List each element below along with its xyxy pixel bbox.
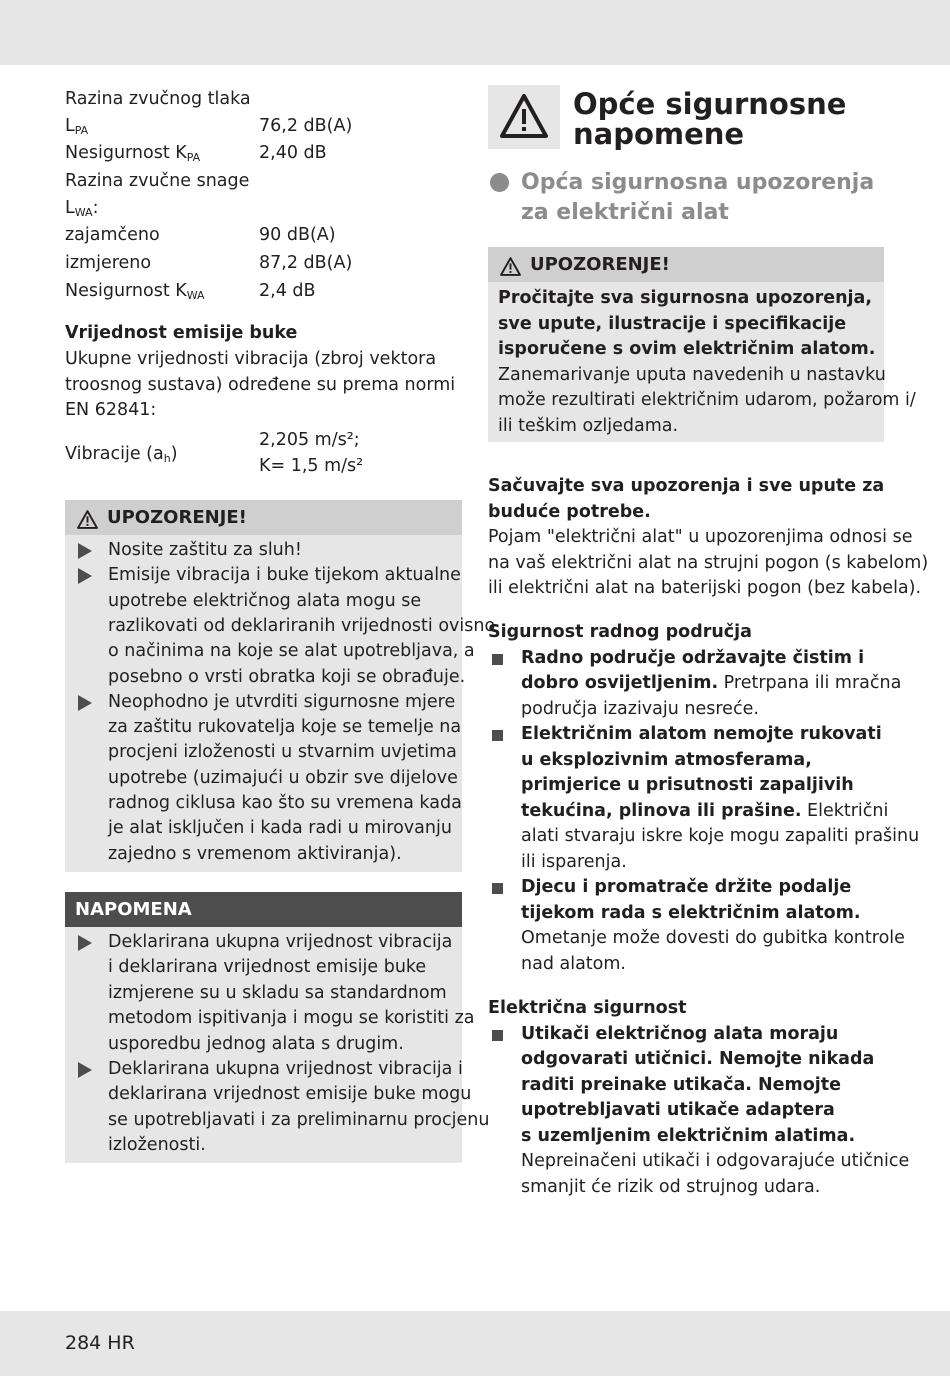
warning-item-line: zajedno s vremenom aktiviranja).: [108, 843, 402, 864]
footer-band: [0, 1311, 950, 1376]
vibration-text-line: EN 62841:: [65, 400, 157, 420]
spec-value: 2,4 dB: [259, 281, 316, 301]
item-line: [521, 646, 864, 671]
warning-item-line: procjeni izloženosti u stvarnim uvjetima: [108, 742, 457, 763]
item-bold-text: Električnim alatom nemojte rukovati: [521, 724, 882, 744]
warning-bold-line: Pročitajte sva sigurnosna upozorenja,: [498, 288, 872, 308]
note-box-header: NAPOMENA: [65, 892, 462, 927]
spec-label-text: L: [65, 116, 75, 136]
note-item-line: deklarirana vrijednost emisije buke mogu: [108, 1084, 472, 1105]
spec-value: 2,40 dB: [259, 143, 327, 163]
work_area-heading: Sigurnost radnog područja: [488, 622, 752, 642]
item-text-line: alati stvaraju iskre koje mogu zapaliti prašinu: [521, 826, 920, 846]
spec-label: [65, 87, 251, 112]
spec-label-text: Razina zvučnog tlaka: [65, 89, 251, 109]
spec-label-text: zajamčeno: [65, 225, 160, 245]
vibration-text-line: troosnog sustava) određene su prema normi: [65, 374, 456, 395]
item-line: [521, 1073, 841, 1098]
warning-item-line: za zaštitu rukovatelja koje se temelje na: [108, 717, 462, 738]
spec-label-text: Nesigurnost K: [65, 281, 187, 301]
warning-item-line: radnog ciklusa kao što su vremena kada: [108, 793, 462, 813]
warning-title: UPOZORENJE!: [530, 254, 670, 275]
warning-bold-line: isporučene s ovim električnim alatom.: [498, 339, 876, 359]
spec-label: [65, 279, 205, 308]
vibration-value: 2,205 m/s²;: [259, 430, 360, 450]
warning-text-line: Zanemarivanje uputa navedenih u nastavku: [498, 364, 886, 385]
spec-subscript: PA: [186, 151, 201, 164]
item-bold-text: upotrebljavati utikače adaptera: [521, 1100, 835, 1120]
item-line: [521, 799, 888, 824]
item-line: [521, 773, 854, 798]
note-item-line: se upotrebljavati i za preliminarnu procjenu: [108, 1109, 490, 1130]
spec-value: 76,2 dB(A): [259, 116, 353, 136]
spec-subscript: WA: [74, 206, 93, 219]
page-number: 284 HR: [65, 1332, 135, 1354]
spec-label-text: izmjereno: [65, 253, 152, 273]
note-item-line: Deklarirana ukupna vrijednost vibracija i: [108, 1059, 463, 1079]
keep-text-line: na vaš električni alat na strujni pogon (s kabelom): [488, 552, 929, 573]
spec-value: 90 dB(A): [259, 225, 336, 245]
warning-item-line: Nosite zaštitu za sluh!: [108, 540, 302, 560]
item-bold-text: tekućina, plinova ili prašine.: [521, 800, 802, 821]
warning-text-line: može rezultirati električnim udarom, požarom i/: [498, 390, 916, 410]
item-line: [521, 1047, 874, 1072]
item-bold-text: Djecu i promatrače držite podalje: [521, 877, 852, 897]
warning-box: [65, 500, 496, 872]
item-text-line: smanjit će rizik od strujnog udara.: [521, 1176, 821, 1197]
bullet-square-icon: [492, 654, 503, 665]
bullet-arrow-icon: [78, 935, 92, 951]
vibration-heading: Vrijednost emisije buke: [65, 323, 298, 343]
note-item-line: i deklarirana vrijednost emisije buke: [108, 957, 427, 978]
section-subtitle: Općа sigurnosna upozorenja za električni alat: [521, 170, 875, 225]
item-line: [521, 748, 812, 773]
item-bold-text: Utikači električnog alata moraju: [521, 1023, 839, 1044]
keep-text-line: ili električni alat na baterijski pogon (bez kabela).: [488, 578, 922, 598]
item-bold-text: tijekom rada s električnim alatom.: [521, 902, 861, 923]
spec-label-text: Nesigurnost K: [65, 143, 187, 163]
spec-label: [65, 196, 98, 225]
note-item-line: usporedbu jednog alata s drugim.: [108, 1033, 404, 1054]
vibration-value: K= 1,5 m/s²: [259, 456, 364, 476]
warning-item-line: je alat isključen i kada radi u mirovanju: [108, 818, 452, 839]
item-text-line: Nepreinačeni utikači i odgovarajuće utičnice: [521, 1151, 910, 1171]
note-item-line: izloženosti.: [108, 1135, 206, 1156]
warning-triangle-icon: [77, 507, 98, 542]
keep-text-line: Pojam "električni alat" u upozorenjima odnosi se: [488, 527, 913, 547]
warning-icon: [488, 85, 560, 149]
bullet-square-icon: [492, 1030, 503, 1041]
spec-label: [65, 169, 249, 194]
spec-subscript: WA: [186, 289, 205, 302]
spec-label-text: Razina zvučne snage: [65, 171, 250, 191]
spec-label: [65, 141, 200, 170]
item-tail-text: Pretrpana ili mračna: [718, 673, 902, 693]
warning-item-line: upotrebe (uzimajući u obzir sve dijelove: [108, 767, 458, 788]
section-title: Opće sigurnosne napomene: [573, 87, 847, 151]
warning-item-line: razlikovati od deklariranih vrijednosti ovisno: [108, 615, 496, 636]
note-item-line: metodom ispitivanja i mogu se koristiti za: [108, 1008, 475, 1029]
item-text-line: ili isparenja.: [521, 851, 627, 872]
note-box: [65, 892, 490, 1163]
warning-item-line: upotrebe električnog alata mogu se: [108, 590, 422, 611]
header-band: [0, 0, 950, 65]
item-bold-text: primjerice u prisutnosti zapaljivih: [521, 775, 854, 795]
warning-text-line: ili teškim ozljedama.: [498, 415, 679, 436]
warning-triangle-icon: [500, 254, 521, 289]
item-line: [521, 671, 901, 696]
vibration-label-part: Vibracije (a: [65, 444, 164, 464]
item-line: [521, 1124, 855, 1149]
warning-box-header: [488, 247, 884, 282]
keep-bold-line: Sačuvajte sva upozorenja i sve upute za: [488, 476, 885, 496]
keep-bold-line: buduće potrebe.: [488, 501, 651, 522]
vibration-text-line: Ukupne vrijednosti vibracija (zbroj vektora: [65, 349, 437, 369]
spec-label: [65, 251, 151, 276]
item-line: [521, 1022, 838, 1047]
spec-value: 87,2 dB(A): [259, 253, 353, 273]
warning-box-right: [488, 247, 916, 442]
vibration-label-part: ): [170, 444, 178, 464]
item-bold-text: raditi preinake utikača. Nemojte: [521, 1074, 842, 1095]
item-line: [521, 1098, 835, 1123]
spec-label: [65, 114, 88, 143]
item-bold-text: dobro osvijetljenim.: [521, 673, 719, 693]
warning-item-line: Neophodno je utvrditi sigurnosne mjere: [108, 691, 456, 712]
note-item-line: izmjerene su u skladu sa standardnom: [108, 982, 447, 1003]
bullet-dot-icon: [490, 173, 509, 192]
item-line: [521, 901, 861, 926]
item-bold-text: Radno područje održavajte čistim i: [521, 647, 865, 668]
electrical-heading: Električna sigurnost: [488, 998, 687, 1018]
spec-suffix: :: [92, 198, 99, 218]
item-bold-text: s uzemljenim električnim alatima.: [521, 1125, 856, 1146]
warning-item-line: posebno o vrsti obratka koji se obrađuje.: [108, 666, 466, 687]
vibration-label-part: h: [163, 452, 171, 465]
note-item-line: Deklarirana ukupna vrijednost vibracija: [108, 932, 453, 952]
item-bold-text: u eksplozivnim atmosferama,: [521, 749, 812, 770]
bullet-arrow-icon: [78, 543, 92, 559]
vibration-label: [65, 442, 178, 471]
item-tail-text: Električni: [801, 800, 889, 821]
item-text-line: područja izazivaju nesreće.: [521, 698, 759, 719]
item-text-line: Ometanje može dovesti do gubitka kontrole: [521, 928, 905, 948]
item-line: [521, 875, 851, 900]
warning-box-header: [65, 500, 462, 535]
warning-item-line: Emisije vibracija i buke tijekom aktualne: [108, 565, 461, 586]
item-bold-text: odgovarati utičnici. Nemojte nikada: [521, 1049, 875, 1069]
bullet-square-icon: [492, 730, 503, 741]
bullet-arrow-icon: [78, 1062, 92, 1078]
bullet-arrow-icon: [78, 695, 92, 711]
bullet-square-icon: [492, 883, 503, 894]
item-text-line: nad alatom.: [521, 953, 626, 974]
spec-label: [65, 223, 160, 248]
warning-item-line: o načinima na koje se alat upotrebljava, a: [108, 641, 475, 662]
item-line: [521, 722, 882, 747]
warning-title: UPOZORENJE!: [107, 507, 247, 528]
bullet-arrow-icon: [78, 568, 92, 584]
spec-subscript: PA: [74, 124, 89, 137]
warning-bold-line: sve upute, ilustracije i specifikacije: [498, 313, 847, 334]
spec-label-text: L: [65, 198, 75, 218]
